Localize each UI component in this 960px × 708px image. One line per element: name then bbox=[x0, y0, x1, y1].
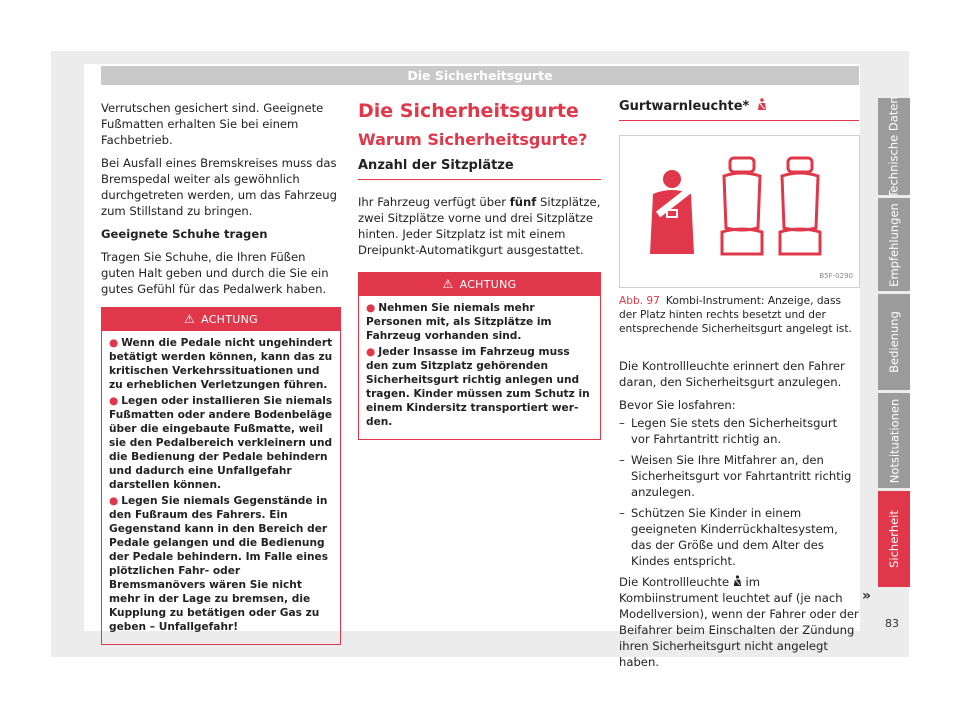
warning-box bbox=[358, 272, 601, 440]
tab-bedienung[interactable]: Bedienung bbox=[878, 294, 910, 390]
warning-triangle-icon: ⚠ bbox=[184, 312, 196, 326]
warning-item bbox=[366, 301, 593, 343]
instrument-illustration bbox=[620, 136, 859, 287]
bullet-icon: ● bbox=[366, 302, 376, 314]
warning-box bbox=[101, 307, 341, 645]
belted-person-icon bbox=[650, 170, 694, 254]
page-number: 83 bbox=[885, 617, 899, 630]
warning-title: ACHTUNG bbox=[201, 313, 258, 326]
section-title: Warum Sicherheitsgurte? bbox=[358, 130, 588, 149]
warning-item bbox=[109, 336, 333, 392]
tab-sicherheit[interactable]: Sicherheit bbox=[878, 491, 910, 587]
figure-caption bbox=[619, 294, 859, 336]
paragraph: Bevor Sie losfahren: bbox=[619, 398, 736, 412]
warning-title: ACHTUNG bbox=[459, 278, 517, 291]
warning-body bbox=[102, 331, 340, 644]
tab-empfehlungen[interactable]: Empfehlungen bbox=[878, 198, 910, 291]
column-right bbox=[619, 98, 859, 677]
paragraph: Ihr Fahrzeug verfügt über fünf Sitzplätze, zwei Sitzplätze vorne und drei Sitzplätze hinten. Jeder Sitzplatz ist mit einem Dreipunkt-Automatikgurt ausgestattet. bbox=[358, 195, 601, 257]
seatbelt-indicator-icon bbox=[733, 575, 742, 587]
subsection-title: Anzahl der Sitzplätze bbox=[358, 158, 601, 180]
chapter-title: Die Sicherheitsgurte bbox=[358, 100, 579, 122]
warning-item bbox=[366, 345, 593, 429]
bullet-icon: ● bbox=[109, 337, 119, 349]
warning-item-text: Jeder Insasse im Fahrzeug muss den zum Sitzplatz gehörenden Sicherheitsgurt richtig anlegen und tragen. Kinder müssen zum Schutz in einem Kindersitz transportiert werden. bbox=[366, 346, 590, 428]
subheading: Geeignete Schuhe tragen bbox=[101, 227, 268, 241]
list-item: – Weisen Sie Ihre Mitfahrer an, den Sicherheitsgurt vor Fahrtantritt richtig anzulegen. bbox=[619, 453, 852, 499]
tab-technische-daten[interactable]: Technische Daten bbox=[878, 98, 910, 195]
warning-item bbox=[109, 394, 333, 492]
paragraph: Verrutschen gesichert sind. Geeignete Fußmatten erhalten Sie bei einem Fachbetrieb. bbox=[101, 101, 324, 147]
figure-seatbelt-display bbox=[619, 135, 860, 288]
warning-body bbox=[359, 296, 600, 439]
warning-item-text: Wenn die Pedale nicht ungehindert betätigt werden können, kann das zu kritischen Verkehrssituationen und zu erheblichen Verletzungen führen. bbox=[109, 337, 333, 391]
list-item: – Schützen Sie Kinder in einem geeigneten Kinderrückhaltesystem, das der Größe und dem Alter des Kindes entspricht. bbox=[619, 506, 838, 568]
column-left bbox=[101, 100, 341, 645]
seatbelt-warning-icon bbox=[757, 98, 767, 111]
warning-item-text: Legen Sie niemals Gegenstände in den Fußraum des Fahrers. Ein Gegenstand kann in den Bereich der Pedale gelangen und die Bedienung der Pedale behindern. Im Falle eines plötzlichen Fahr- oder Bremsmanövers wären Sie nicht mehr in der Lage zu bremsen, die Kupplung zu betätigen oder Gas zu geben – Unfallgefahr! bbox=[109, 495, 329, 633]
list-item: – Legen Sie stets den Sicherheitsgurt vor Fahrtantritt richtig an. bbox=[619, 416, 838, 446]
column-middle bbox=[358, 100, 601, 440]
warning-triangle-icon: ⚠ bbox=[442, 277, 454, 291]
warning-header bbox=[359, 273, 600, 296]
continued-marker: » bbox=[862, 588, 872, 604]
warning-header bbox=[102, 308, 340, 331]
figure-label: Abb. 97 bbox=[619, 295, 660, 307]
figure-code: B5F-0290 bbox=[819, 272, 853, 280]
seat-icon bbox=[780, 158, 820, 254]
tab-notsituationen[interactable]: Notsituationen bbox=[878, 393, 910, 488]
subsection-title: Gurtwarnleuchte* bbox=[619, 98, 859, 121]
paragraph: Die Kontrollleuchte im Kombiinstrument leuchtet auf (je nach Modellversion), wenn der Fahrer oder der Beifahrer beim Einschalten der Zündung ihren Sicherheitsgurt nicht angelegt haben. bbox=[619, 575, 859, 669]
bullet-icon: ● bbox=[366, 346, 376, 358]
paragraph: Die Kontrollleuchte erinnert den Fahrer daran, den Sicherheitsgurt anzulegen. bbox=[619, 359, 845, 389]
running-header: Die Sicherheitsgurte bbox=[101, 66, 859, 85]
warning-item bbox=[109, 494, 333, 634]
seat-icon bbox=[722, 158, 762, 254]
paragraph: Tragen Sie Schuhe, die Ihren Füßen guten Halt geben und durch die Sie ein gutes Gefühl für das Pedalwerk haben. bbox=[101, 250, 329, 296]
warning-item-text: Legen oder installieren Sie niemals Fußmatten oder andere Bodenbeläge über die eingebaute Fußmatte, weil sie den Pedalbereich verkleinern und die Bedienung der Pedale behindern und dadurch eine Unfallgefahr darstellen können. bbox=[109, 395, 333, 491]
paragraph: Bei Ausfall eines Bremskreises muss das Bremspedal weiter als gewöhnlich durchgetreten werden, um das Fahrzeug zum Stillstand zu bringen. bbox=[101, 156, 337, 218]
bullet-icon: ● bbox=[109, 395, 119, 407]
warning-item-text: Nehmen Sie niemals mehr Personen mit, als Sitzplätze im Fahrzeug vorhanden sind. bbox=[366, 302, 552, 342]
bullet-icon: ● bbox=[109, 495, 119, 507]
caption-text: Kombi-Instrument: Anzeige, dass der Platz hinten rechts besetzt und der entsprechende Sicherheitsgurt angelegt ist. bbox=[619, 295, 852, 335]
